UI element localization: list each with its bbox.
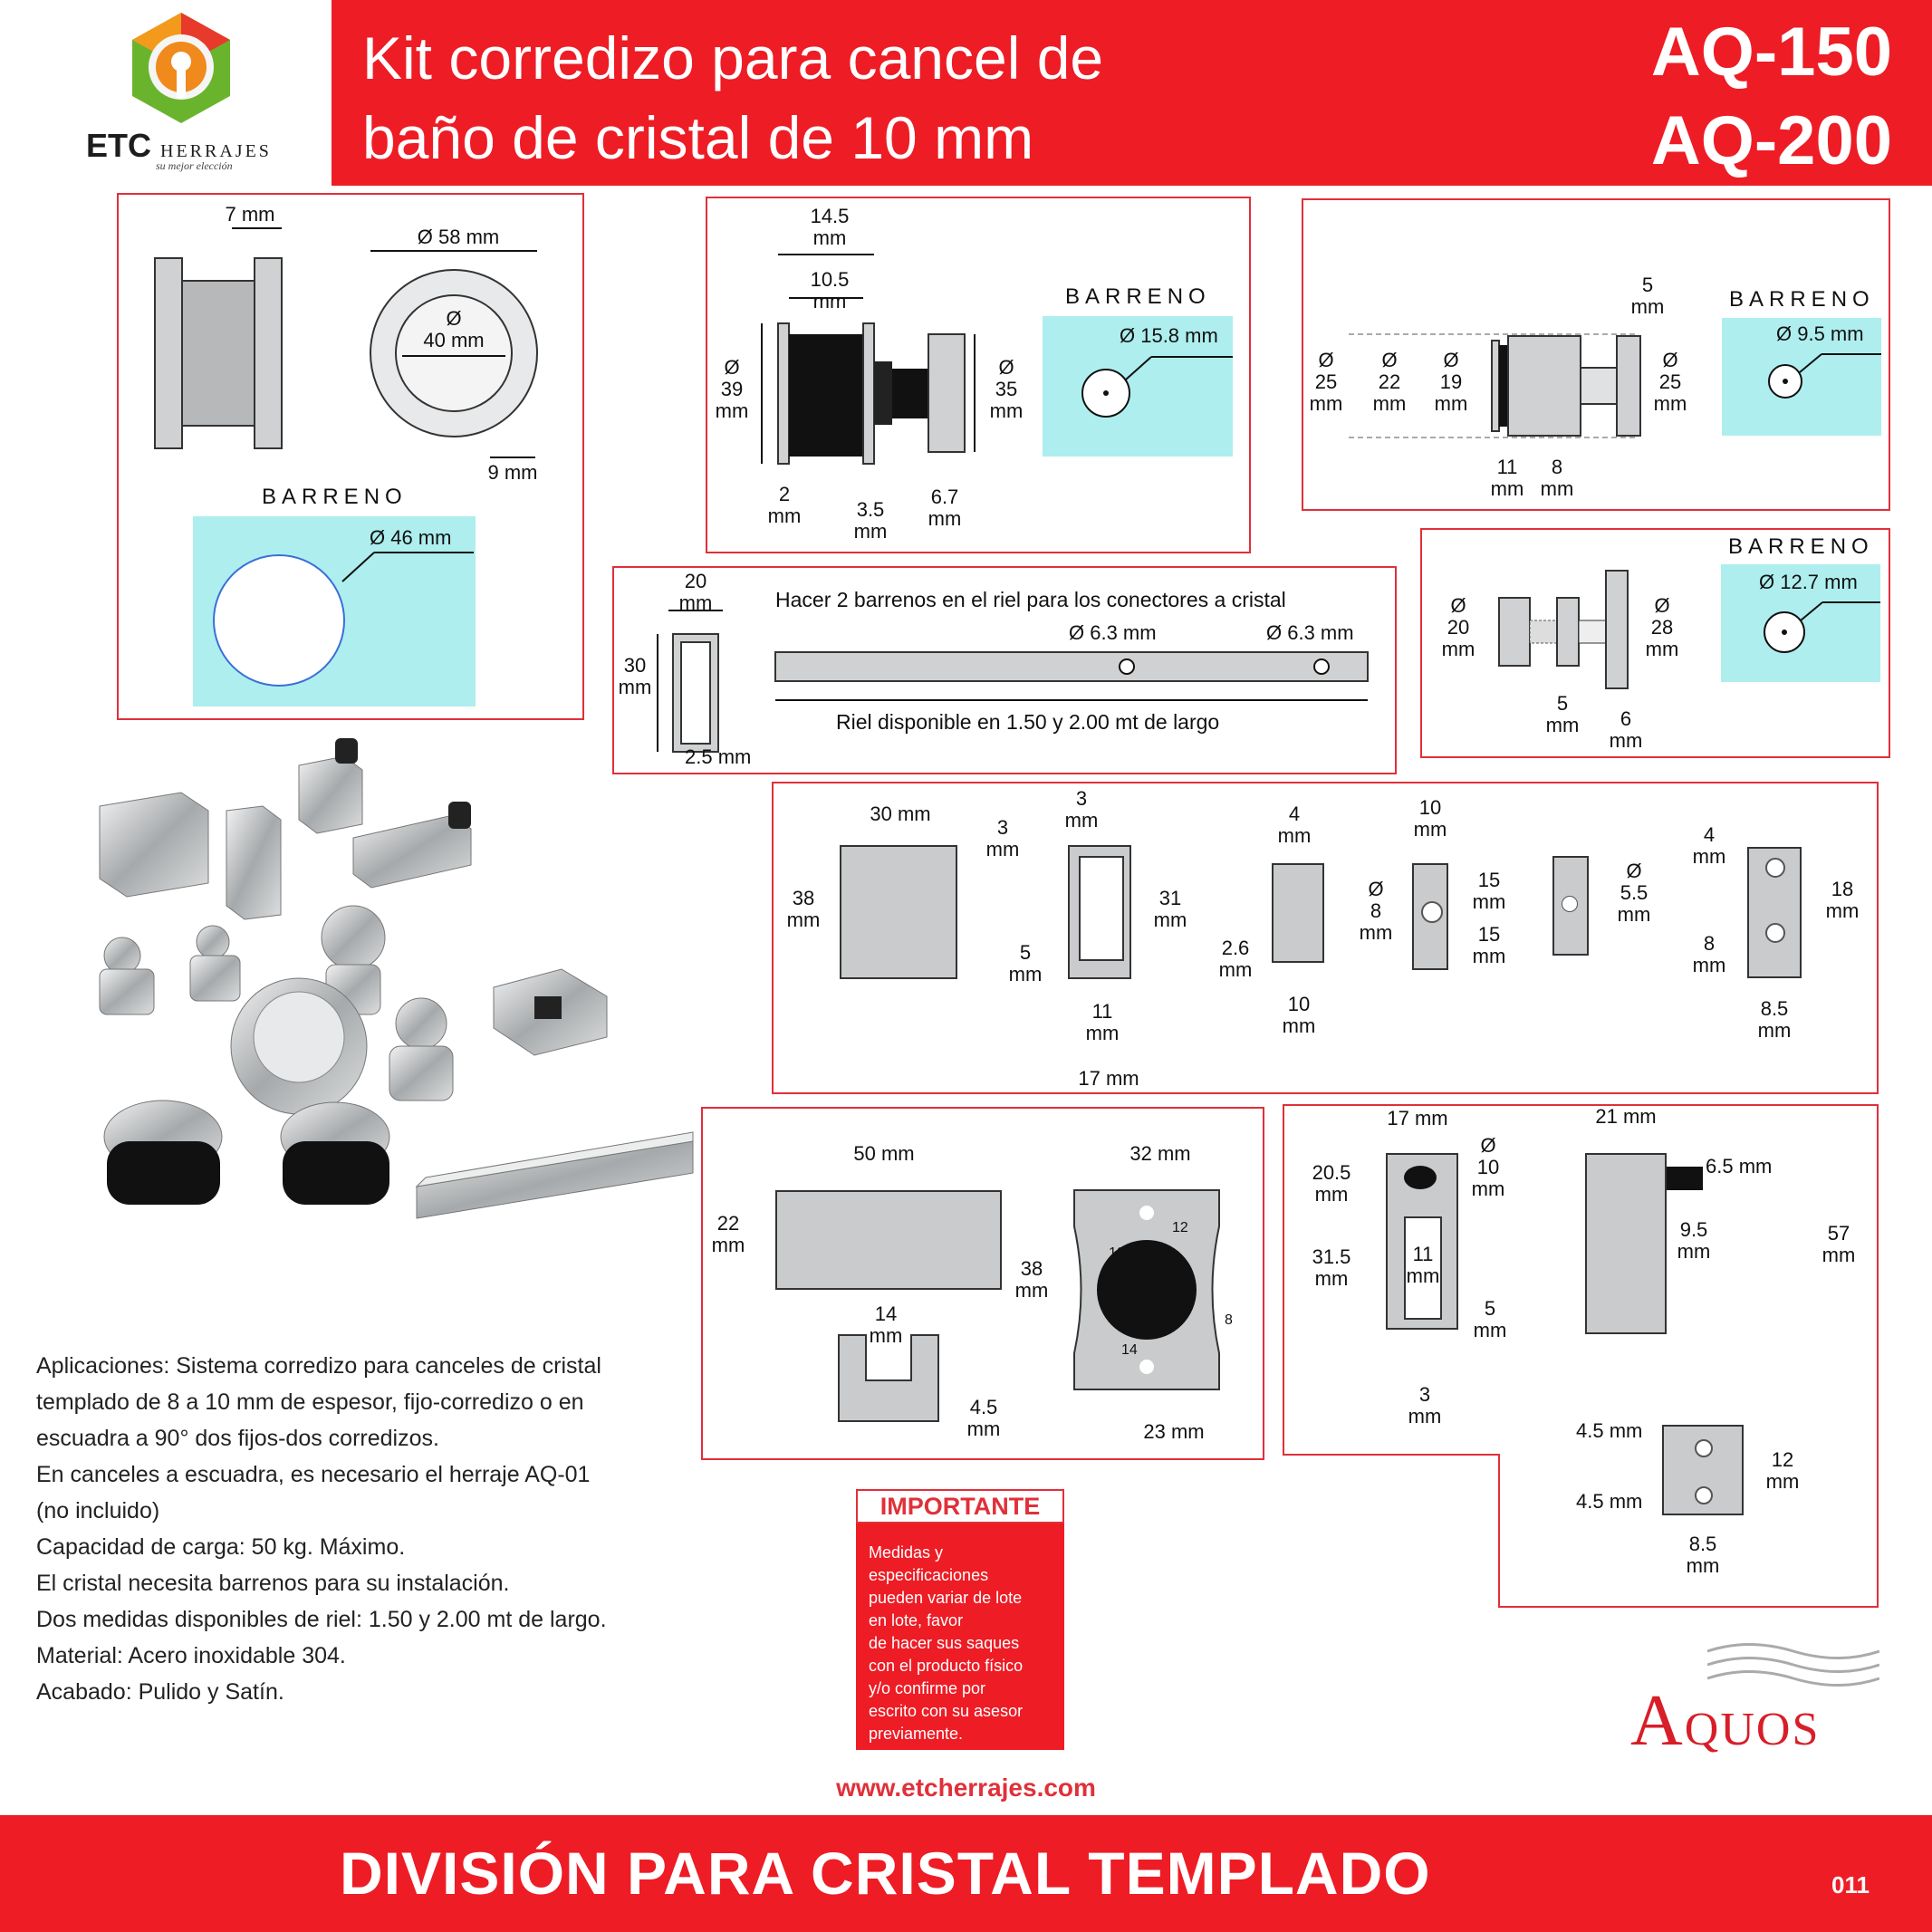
dim-6: 6 mm (1609, 707, 1643, 752)
dim-10b: 10 mm (1413, 796, 1447, 841)
panel-connector (1302, 198, 1890, 511)
dim-31: 31 mm (1153, 887, 1187, 931)
panel-brackets (772, 782, 1879, 1094)
etc-logo-icon (127, 11, 235, 125)
dim-57: 57 mm (1821, 1222, 1856, 1266)
hole-46mm: Ø 46 mm (370, 526, 452, 549)
barreno-area (1721, 564, 1880, 682)
bracket-8mm (1412, 863, 1448, 970)
dim-5-5: Ø 5.5 mm (1617, 860, 1651, 926)
dim-9-5: 9.5 mm (1677, 1218, 1711, 1263)
dim-5: 5 mm (1008, 941, 1043, 985)
guide-plate (1061, 1177, 1233, 1403)
dim-3: 3 mm (1408, 1383, 1442, 1427)
dim-4-5: 4.5 mm (966, 1396, 1001, 1440)
barreno-area (193, 516, 476, 706)
dim-20: Ø 20 mm (1441, 594, 1475, 660)
barreno-area (1043, 316, 1233, 457)
hole-9-5mm: Ø 9.5 mm (1776, 322, 1864, 345)
barreno-label: BARRENO (1065, 284, 1211, 309)
panel-rail (612, 566, 1397, 774)
brand-name: ETC HERRAJES (86, 127, 272, 164)
dim-11: 11 mm (1085, 1000, 1120, 1044)
bracket-5-5mm (1552, 856, 1589, 956)
dim-31-5: 31.5 mm (1312, 1245, 1351, 1290)
panel-roller (706, 197, 1251, 553)
dim-11: 11 mm (1490, 456, 1524, 500)
dim-5: 5 mm (1473, 1297, 1507, 1341)
dim-30mm: 30 mm (870, 803, 931, 825)
dim-35: Ø 35 mm (989, 356, 1024, 422)
dim-4-5b: 4.5 mm (1576, 1490, 1643, 1513)
dim-2: 2 mm (767, 483, 802, 527)
logo-area (0, 0, 332, 186)
panel-stopper (1420, 528, 1890, 758)
panel-handle (117, 193, 584, 720)
bracket-30mm (840, 845, 957, 979)
dim-17mm: 17 mm (1387, 1107, 1448, 1129)
label-12: 12 (1172, 1220, 1188, 1235)
dim-5: 5 mm (1630, 274, 1665, 318)
dim-18: 18 mm (1825, 878, 1860, 922)
dim-4-5a: 4.5 mm (1576, 1419, 1643, 1442)
important-note: Medidas y especificaciones pueden variar de lote en lote, favor de hacer sus saques con el producto físico y/o confirme por escrito con su asesor previamente. (856, 1523, 1064, 1750)
dim-28: Ø 28 mm (1645, 594, 1679, 660)
dim-14-5: 14.5 mm (810, 205, 850, 249)
plate-two-holes (1662, 1425, 1744, 1515)
dim-3a: 3 mm (985, 816, 1020, 860)
dim-4b: 4 mm (1692, 823, 1726, 868)
applications-text: Aplicaciones: Sistema corredizo para canceles de cristal templado de 8 a 10 mm de espesor, fijo-corredizo o en escuadra a 90° dos fijos-dos corredizos. En canceles a escuadra, es necesario el herraje AQ-01 (no incluido) Capacidad de carga: 50 kg. Máximo. El cristal necesita barrenos para su instalación. Dos medidas disponibles de riel: 1.50 y 2.00 mt de largo. Material: Acero inoxidable 304. Acabado: Pulido y Satín. (36, 1353, 607, 1705)
bracket-two-holes (1747, 847, 1802, 978)
footer-title: DIVISIÓN PARA CRISTAL TEMPLADO (340, 1840, 1431, 1907)
label-8: 8 (1225, 1312, 1233, 1328)
model-aq200: AQ-200 (1650, 102, 1892, 179)
dim-25b: Ø 25 mm (1653, 349, 1687, 415)
guide-50mm (775, 1190, 1002, 1290)
title-line-2: baño de cristal de 10 mm (362, 104, 1034, 171)
model-aq150: AQ-150 (1650, 14, 1892, 91)
dim-50mm: 50 mm (853, 1142, 915, 1165)
barreno-label: BARRENO (1729, 287, 1875, 312)
panel-plates (1282, 1103, 1879, 1610)
dim-8: Ø 8 mm (1359, 878, 1393, 944)
rail-hole-2: Ø 6.3 mm (1266, 621, 1354, 644)
important-title: IMPORTANTE (856, 1489, 1064, 1523)
plate-tab (1667, 1167, 1703, 1190)
dim-12: 12 mm (1765, 1448, 1800, 1493)
aquos-logo: AQUOS (1630, 1681, 1821, 1761)
dim-58mm: Ø 58 mm (417, 226, 500, 248)
dim-21mm: 21 mm (1595, 1105, 1657, 1128)
dim-20-5: 20.5 mm (1312, 1161, 1351, 1206)
dim-15a: 15 mm (1472, 869, 1506, 913)
hole-12-7mm: Ø 12.7 mm (1759, 571, 1858, 593)
bracket-frame (1068, 845, 1131, 979)
dim-6-5: 6.5 mm (1706, 1155, 1773, 1177)
dim-4: 4 mm (1277, 803, 1312, 847)
dim-38: 38 mm (786, 887, 821, 931)
dim-7mm: 7 mm (225, 203, 275, 226)
title-line-1: Kit corredizo para cancel de (362, 24, 1104, 91)
label-10: 10 (1109, 1245, 1125, 1261)
dim-3b: 3 mm (1064, 787, 1099, 831)
dim-22: 22 mm (711, 1212, 745, 1256)
product-photo (91, 738, 697, 1245)
dim-22: Ø 22 mm (1372, 349, 1407, 415)
barreno-area (1722, 318, 1881, 436)
dim-38: 38 mm (1014, 1257, 1049, 1302)
rail-note: Hacer 2 barrenos en el riel para los conectores a cristal (775, 588, 1286, 611)
dim-15b: 15 mm (1472, 923, 1506, 967)
dim-14: 14 mm (869, 1302, 903, 1347)
barreno-label: BARRENO (1728, 534, 1874, 559)
dim-10: 10 mm (1282, 993, 1316, 1037)
dim-40mm: Ø 40 mm (423, 307, 485, 351)
dim-8: 8 mm (1540, 456, 1574, 500)
brand-slogan: su mejor elección (156, 159, 233, 172)
dim-11: 11 mm (1406, 1243, 1440, 1287)
dim-9mm: 9 mm (487, 461, 538, 484)
dim-6-7: 6.7 mm (928, 485, 962, 530)
dim-2-6: 2.6 mm (1218, 937, 1253, 981)
dim-30: 30 mm (618, 654, 652, 698)
dim-3-5: 3.5 mm (853, 498, 888, 543)
dim-2-5: 2.5 mm (685, 745, 752, 768)
dim-20: 20 mm (678, 570, 713, 614)
dim-10-5: 10.5 mm (810, 268, 850, 312)
dim-17: 17 mm (1078, 1067, 1139, 1090)
page-title (362, 18, 1268, 178)
dim-8b: 8 mm (1692, 932, 1726, 976)
dim-10: Ø 10 mm (1471, 1134, 1505, 1200)
website-link[interactable]: www.etcherrajes.com (836, 1773, 1096, 1802)
dim-23mm: 23 mm (1143, 1420, 1205, 1443)
dim-25: Ø 25 mm (1309, 349, 1343, 415)
hole-15-8mm: Ø 15.8 mm (1120, 324, 1218, 347)
plate-17mm (1386, 1153, 1458, 1330)
dim-8-5: 8.5 mm (1686, 1533, 1720, 1577)
dim-5: 5 mm (1545, 692, 1580, 736)
plate-21mm (1585, 1153, 1667, 1334)
rail-length: Riel disponible en 1.50 y 2.00 mt de largo (836, 710, 1220, 734)
dim-39: Ø 39 mm (715, 356, 749, 422)
barreno-label: BARRENO (262, 485, 408, 509)
dim-32mm: 32 mm (1129, 1142, 1191, 1165)
rail-hole-1: Ø 6.3 mm (1069, 621, 1157, 644)
panel-guides (701, 1107, 1264, 1460)
dim-19: Ø 19 mm (1434, 349, 1468, 415)
dim-8-5: 8.5 mm (1757, 997, 1792, 1042)
page-number: 011 (1831, 1871, 1870, 1898)
label-14: 14 (1121, 1342, 1138, 1358)
bracket-slotted (1272, 863, 1324, 963)
